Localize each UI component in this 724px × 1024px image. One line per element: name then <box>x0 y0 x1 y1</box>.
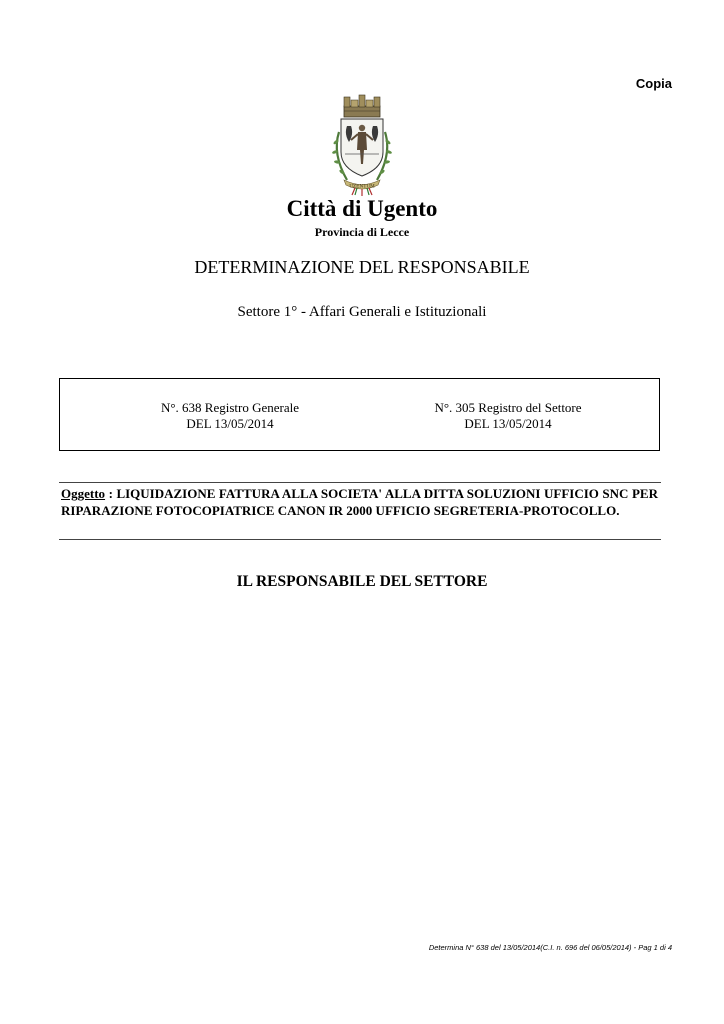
sector-registry <box>388 400 628 432</box>
subject-text: LIQUIDAZIONE FATTURA ALLA SOCIETA' ALLA DITTA SOLUZIONI UFFICIO SNC PER RIPARAZIONE FOTOCOPIATRICE CANON IR 2000 UFFICIO SEGRETERIA-PROTOCOLLO. <box>61 486 658 518</box>
general-registry-number: N°. 638 Registro Generale <box>160 400 300 415</box>
svg-text:UZENTUM: UZENTUM <box>349 184 375 190</box>
crown-icon <box>344 95 380 117</box>
page-footer: Determina N° 638 del 13/05/2014(C.I. n. 696 del 06/05/2014) - Pag 1 di 4 <box>428 943 672 952</box>
subject-label: Oggetto <box>61 486 106 501</box>
city-crest-logo <box>327 92 397 196</box>
copy-label: Copia <box>635 76 672 91</box>
sector-name: Settore 1° - Affari Generali e Istituzionali <box>237 304 487 320</box>
sector-registry-date: DEL 13/05/2014 <box>464 416 552 431</box>
section-heading: IL RESPONSABILE DEL SETTORE <box>236 573 488 590</box>
sector-registry-number: N°. 305 Registro del Settore <box>434 400 582 415</box>
general-registry-date: DEL 13/05/2014 <box>186 416 274 431</box>
subject-block <box>61 485 658 519</box>
subject-bottom-rule <box>59 539 661 540</box>
document-type-title: DETERMINAZIONE DEL RESPONSABILE <box>194 257 530 277</box>
subject-top-rule <box>59 482 661 483</box>
general-registry <box>110 400 350 432</box>
subject-separator: : <box>105 486 117 501</box>
city-name: Città di Ugento <box>286 196 438 221</box>
province-name: Provincia di Lecce <box>314 225 410 239</box>
registry-box <box>59 378 660 451</box>
